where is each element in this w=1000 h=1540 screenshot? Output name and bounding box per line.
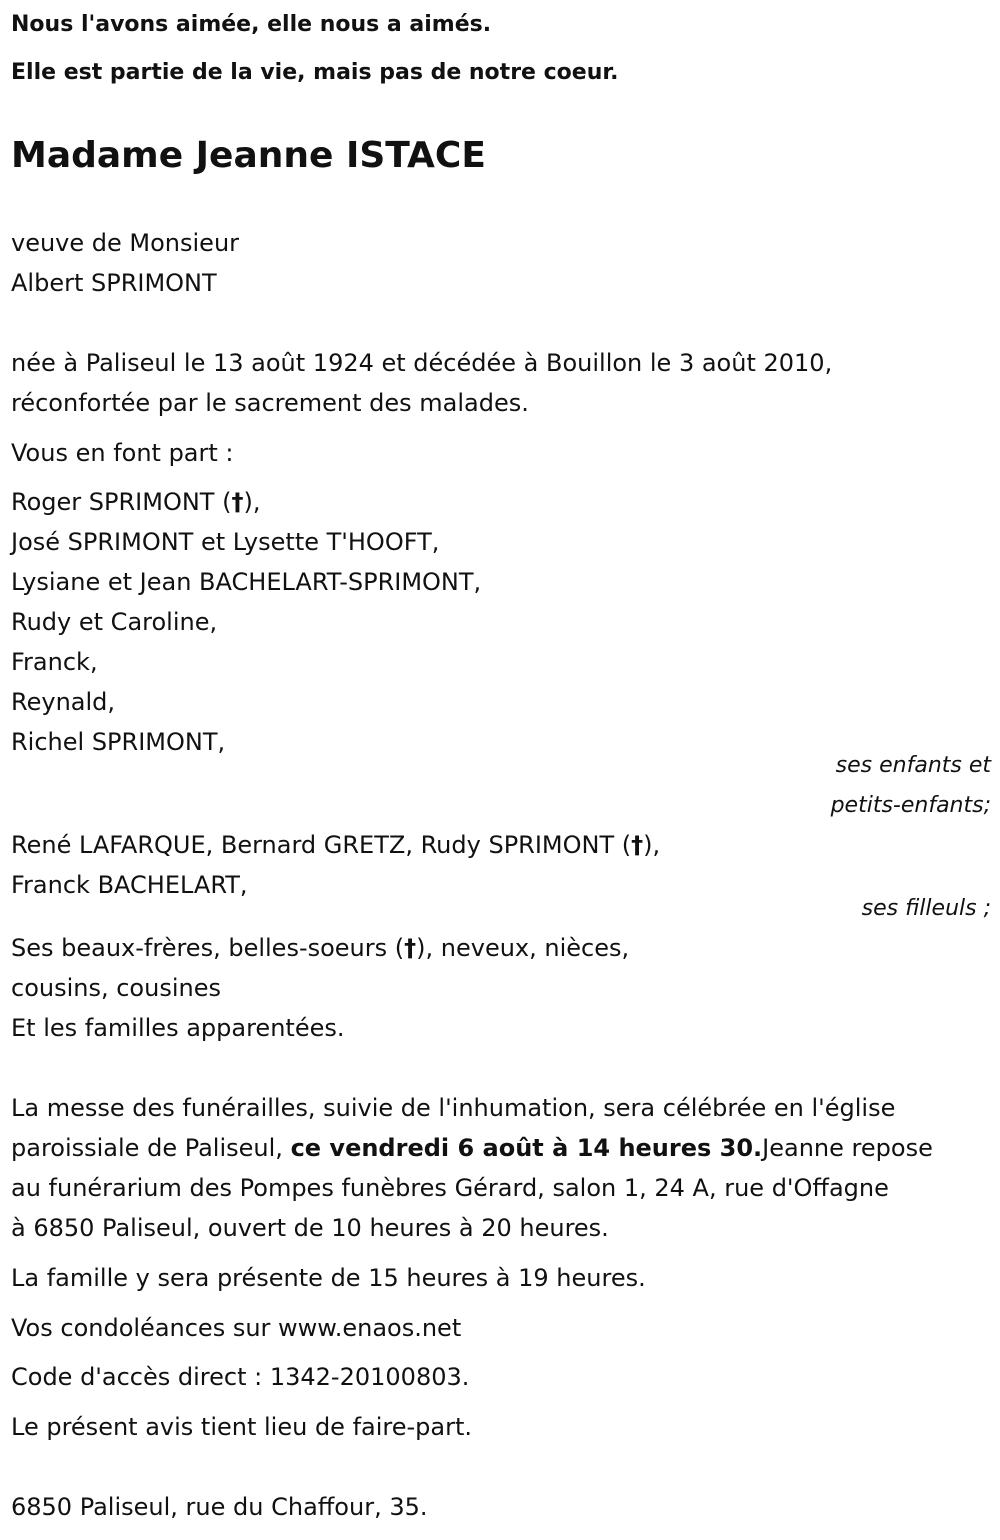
family-presence: La famille y sera présente de 15 heures à 19 heures. [11, 1264, 646, 1292]
child-roger-end: ), [243, 488, 261, 516]
condolences-line: Vos condoléances sur www.enaos.net [11, 1314, 462, 1342]
access-code-line: Code d'accès direct : 1342-20100803. [11, 1363, 470, 1391]
deceased-name: Madame Jeanne ISTACE [11, 135, 486, 176]
godchildren-names: René LAFARQUE, Bernard GRETZ, Rudy SPRIMONT ( [11, 831, 632, 859]
family-line-1 [11, 933, 629, 963]
grandchild-reynald: Reynald, [11, 688, 116, 716]
sacrament-line: réconfortée par le sacrement des malades. [11, 389, 529, 417]
godchildren-line-2: Franck BACHELART, [11, 871, 248, 899]
child-jose: José SPRIMONT et Lysette T'HOOFT, [11, 528, 440, 556]
child-roger [11, 487, 260, 517]
cross-icon: † [404, 934, 417, 962]
family-line-3: Et les familles apparentées. [11, 1014, 345, 1042]
godchildren-label: ses filleuls ; [861, 896, 991, 921]
address-line: 6850 Paliseul, rue du Chaffour, 35. [11, 1493, 428, 1521]
godchildren-names-end: ), [643, 831, 661, 859]
grandchild-rudy: Rudy et Caroline, [11, 608, 218, 636]
announce-line: Vous en font part : [11, 439, 234, 467]
birth-death-line: née à Paliseul le 13 août 1924 et décédée à Bouillon le 3 août 2010, [11, 349, 833, 377]
children-label-line-1: ses enfants et [835, 753, 991, 778]
funeral-rest: Jeanne repose [762, 1134, 933, 1162]
quote-line-1: Nous l'avons aimée, elle nous a aimés. [11, 12, 492, 37]
child-roger-name: Roger SPRIMONT ( [11, 488, 232, 516]
cross-icon: † [631, 831, 644, 859]
notice-line: Le présent avis tient lieu de faire-part. [11, 1413, 473, 1441]
cross-icon: † [231, 488, 244, 516]
quote-line-2: Elle est partie de la vie, mais pas de notre coeur. [11, 60, 619, 85]
funeral-line-4: à 6850 Paliseul, ouvert de 10 heures à 20 heures. [11, 1214, 609, 1242]
child-lysiane: Lysiane et Jean BACHELART-SPRIMONT, [11, 568, 482, 596]
grandchild-franck: Franck, [11, 648, 98, 676]
funeral-line-1: La messe des funérailles, suivie de l'inhumation, sera célébrée en l'église [11, 1094, 896, 1122]
funeral-line-2 [11, 1133, 933, 1163]
godchildren-line-1 [11, 830, 660, 860]
family-nephews: ), neveux, nièces, [416, 934, 630, 962]
grandchild-richel: Richel SPRIMONT, [11, 728, 226, 756]
widow-line-1: veuve de Monsieur [11, 229, 240, 257]
family-line-2: cousins, cousines [11, 974, 221, 1002]
obituary-notice [11, 0, 991, 1540]
funeral-date-time: ce vendredi 6 août à 14 heures 30. [290, 1134, 763, 1162]
family-in-laws: Ses beaux-frères, belles-soeurs ( [11, 934, 405, 962]
funeral-place: paroissiale de Paliseul, [11, 1134, 291, 1162]
widow-line-2: Albert SPRIMONT [11, 269, 217, 297]
children-label-line-2: petits-enfants; [830, 793, 991, 818]
funeral-line-3: au funérarium des Pompes funèbres Gérard, salon 1, 24 A, rue d'Offagne [11, 1174, 889, 1202]
